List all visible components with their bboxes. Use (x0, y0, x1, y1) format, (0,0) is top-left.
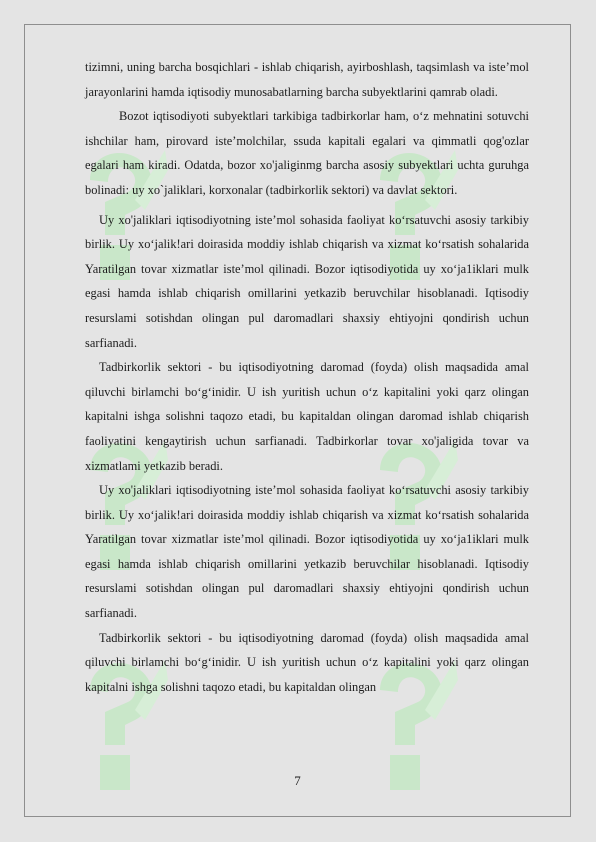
paragraph: tizimni, uning barcha bosqichlari - ishlab chiqarish, ayirboshlash, taqsimlash va iste’mol jarayonlarini hamda iqtisodiy munosabatlarning barcha subyektlarini qamrab oladi. (85, 60, 529, 99)
paragraph: Tadbirkorlik sektori - bu iqtisodiyotning daromad (foyda) olish maqsadida amal qiluvchi birlamchi bo‘g‘inidir. U ish yuritish uchun o‘z kapitalini yoki qarz olingan kapitalni ishga solishni taqozo etadi, bu kapitaldan olingan (85, 630, 529, 694)
paragraph: Uy xo'jaliklari iqtisodiyotning iste’mol sohasida faoliyat ko‘rsatuvchi asosiy tarkibiy birlik. Uy xo‘jalik!ari doirasida moddiy ishlab chiqarish va xizmat ko‘rsatish sohalarida Yaratilgan tovar xizmatlar iste’mol qilinadi. Bozor iqtisodiyotida uy xo‘ja1iklari mulk egasi hamda ishlab chiqarish omillarini yetkazib beruvchilar hisoblanadi. Iqtisodiy resurslami sotishdan olingan pul daromadlari shaxsiy ehtiyojni qondirish uchun sarfianadi. (85, 212, 529, 350)
page-number: 7 (294, 773, 301, 788)
document-page (24, 24, 571, 817)
paragraph: Uy xo'jaliklari iqtisodiyotning iste’mol sohasida faoliyat ko‘rsatuvchi asosiy tarkibiy birlik. Uy xo‘jalik!ari doirasida moddiy ishlab chiqarish va xizmat ko‘rsatish sohalarida Yaratilgan tovar xizmatlar iste’mol qilinadi. Bozor iqtisodiyotida uy xo‘ja1iklari mulk egasi hamda ishlab chiqarish omillarini yetkazib beruvchilar hisoblanadi. Iqtisodiy resurslami sotishdan olingan pul daromadlari shaxsiy ehtiyojni qondirish uchun sarfianadi. (85, 483, 529, 621)
body-text (85, 55, 529, 699)
paragraph: Bozot iqtisodiyoti subyektlari tarkibiga tadbirkorlar ham, o‘z mehnatini sotuvchi ishchilar ham, pirovard iste’molchilar, ssuda kapitali egalari va qimmatli qog'ozlar egalari ham kiradi. Odatda, bozor xo'jaliginmg barcha asosiy subyektlari uchta guruhga bolinadi: uy xo`jaliklari, korxonalar (tadbirkorlik sektori) va davlat sektori. (85, 109, 529, 197)
paragraph: Tadbirkorlik sektori - bu iqtisodiyotning daromad (foyda) olish maqsadida amal qiluvchi birlamchi bo‘g‘inidir. U ish yuritish uchun o‘z kapitalini yoki qarz olingan kapitalni ishga solishni taqozo etadi, bu kapitaldan olingan daromad ishlab chiqarish faoliyatini kengaytirish uchun sarfianadi. Tadbirkorlar tovar xo'jaligida tovar va xizmatlami yetkazib beradi. (85, 360, 529, 473)
